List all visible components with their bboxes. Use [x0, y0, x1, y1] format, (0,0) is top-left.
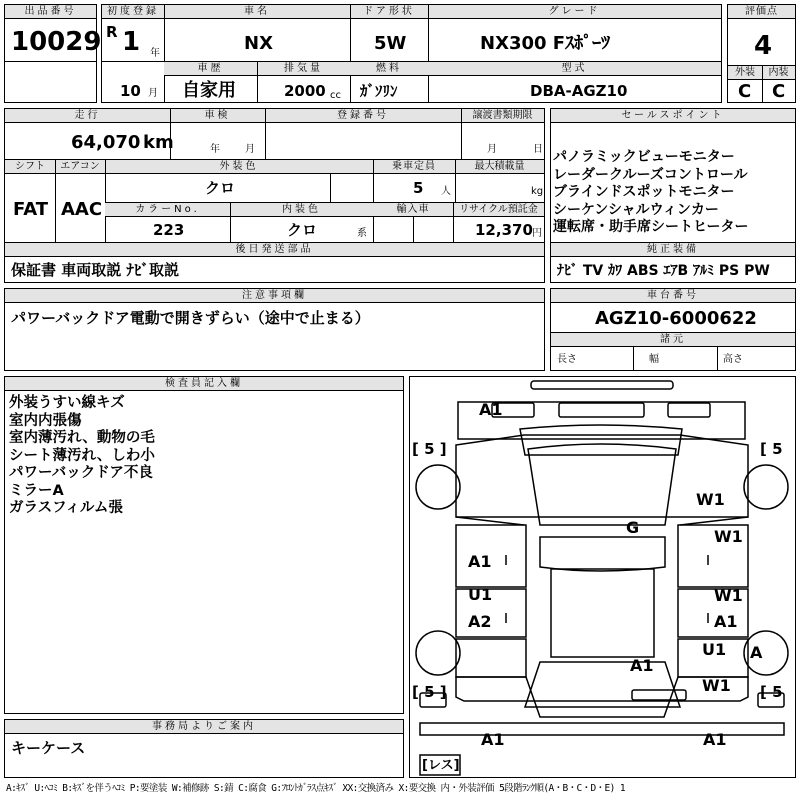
chassis-label: 車台番号 — [551, 289, 795, 303]
inspector-item: パワーバックドア不良 — [9, 465, 153, 481]
int-color-label: 内装色 — [230, 203, 373, 217]
capacity: 5 — [413, 179, 424, 197]
inspector-item: ガラスフィルム張 — [9, 500, 123, 516]
displacement-label: 排気量 — [257, 62, 350, 76]
fuel-label: 燃料 — [350, 62, 428, 76]
year-value: 1 — [122, 27, 141, 57]
tire-value: 5 — [772, 683, 783, 701]
door-label: ドア形状 — [350, 5, 428, 19]
specs-label: 諸元 — [551, 333, 795, 347]
sales-item: 運転席・助手席シートヒーター — [553, 219, 749, 235]
lot-box — [4, 4, 102, 62]
equipment-label: 純正装備 — [551, 243, 795, 257]
shift: FAT — [13, 199, 49, 220]
displacement-unit: cc — [330, 90, 341, 101]
history-label: 車歴 — [164, 62, 257, 76]
score-label: 評価点 — [728, 5, 795, 19]
first-reg-label: 初度登録 — [102, 5, 164, 19]
exterior-grade: C — [738, 81, 752, 102]
aircon: AAC — [61, 199, 103, 220]
mark-right-a1: A1 — [714, 612, 738, 631]
notes-box — [4, 288, 545, 371]
sales-item: シーケンシャルウィンカー — [553, 201, 719, 218]
color-no-label: カラーNo. — [105, 203, 230, 217]
sales-item: パノラミックビューモニター — [553, 149, 735, 165]
import-label: 輸入車 — [373, 203, 453, 217]
legend: A:ｷｽﾞ U:ﾍｺﾐ B:ｷｽﾞを伴うﾍｺﾐ P:要塗装 W:補修跡 S:錆 C:腐食 G:ﾌﾛﾝﾄｶﾞﾗｽ点ｷｽﾞ XX:交換済み X:要交換 内・外装評価 5段階ﾗﾝｸ順(A・B・C・D・E) 1 — [6, 783, 626, 794]
office-text: キーケース — [11, 739, 86, 757]
mark-bottom-right: A1 — [703, 730, 727, 749]
mileage-label: 走行 — [5, 109, 170, 123]
recycle-unit: 円 — [532, 228, 542, 239]
year-unit: 年 — [150, 48, 160, 59]
transfer-label: 譲渡書類期限 — [461, 109, 544, 123]
later-parts-label: 後日発送部品 — [5, 243, 544, 257]
capacity-unit: 人 — [441, 186, 451, 197]
lot-number: 10029 — [11, 27, 102, 57]
month-unit: 月 — [148, 88, 158, 99]
interior-grade: C — [772, 81, 786, 102]
plate-label: 登録番号 — [265, 109, 461, 123]
inspector-item: 室内薄汚れ、動物の毛 — [9, 430, 155, 446]
score-box — [727, 4, 796, 103]
inspection-month-unit: 月 — [245, 144, 255, 155]
tire-front-left: [ 5 ] — [412, 440, 447, 458]
info-block — [4, 108, 545, 283]
exterior-label: 外装 — [728, 66, 762, 80]
transfer-month-unit: 月 — [487, 144, 497, 155]
spare-tire: [レス] — [422, 758, 460, 773]
mileage-unit: km — [143, 132, 174, 153]
office-box — [4, 719, 404, 778]
equipment-item: ｴｱB — [663, 263, 689, 279]
ext-color: クロ — [205, 179, 236, 197]
length-label: 長さ — [557, 354, 577, 365]
sales-list — [553, 149, 748, 237]
sales-item: ブラインドスポットモニター — [553, 184, 735, 200]
shift-label: シフト — [5, 160, 55, 174]
mark-bottom-left: A1 — [481, 730, 505, 749]
inspector-item: 室内内張傷 — [9, 412, 82, 429]
inspector-list — [9, 395, 155, 518]
car-outline — [410, 377, 795, 777]
inspector-label: 検査員記入欄 — [5, 377, 403, 391]
aircon-label: エアコン — [55, 160, 105, 174]
mark-right-door1: W1 — [714, 527, 743, 546]
header-main — [101, 4, 722, 103]
inspector-item: シート薄汚れ、しわ小 — [9, 447, 155, 464]
equipment-list — [557, 264, 770, 278]
mark-right-upper: W1 — [696, 490, 725, 509]
notes-label: 注意事項欄 — [5, 289, 544, 303]
sales-box — [550, 108, 796, 283]
mark-front-top: A1 — [479, 400, 503, 419]
capacity-label: 乗車定員 — [373, 160, 455, 174]
later-parts: 保証書 車両取説 ﾅﾋﾞ取説 — [11, 261, 179, 279]
inspector-item: ミラーA — [9, 482, 64, 499]
equipment-item: ｶﾜ — [608, 263, 623, 279]
tire-rear-right: [ 5 — [760, 683, 783, 701]
transfer-day-unit: 日 — [533, 144, 543, 155]
recycle-label: リサイクル預託金 — [453, 203, 544, 217]
month-value: 10 — [120, 82, 141, 100]
interior-label: 内装 — [762, 66, 795, 80]
sales-item: レーダークルーズコントロール — [553, 166, 748, 183]
ext-color-label: 外装色 — [105, 160, 373, 174]
history: 自家用 — [182, 80, 236, 101]
tire-value: 5 — [424, 440, 435, 458]
chassis-box — [550, 288, 796, 371]
lot-label: 出品番号 — [5, 5, 96, 19]
inspection-label: 車検 — [170, 109, 265, 123]
equipment-item: PW — [744, 263, 770, 279]
int-color-unit: 系 — [357, 228, 367, 239]
lot-blank — [4, 61, 97, 103]
grade: NX300 Fｽﾎﾟｰﾂ — [480, 33, 611, 54]
inspector-box — [4, 376, 404, 714]
mark-rear-center: A1 — [630, 656, 654, 675]
mark-right-circle: A — [750, 643, 763, 662]
tire-front-right: [ 5 — [760, 440, 783, 458]
fuel: ｶﾞｿﾘﾝ — [360, 82, 398, 100]
equipment-item: ｱﾙﾐ — [693, 263, 715, 279]
tire-rear-left: [ 5 ] — [412, 683, 447, 701]
score: 4 — [754, 31, 773, 61]
width-label: 幅 — [649, 354, 659, 365]
model-code-label: 型式 — [428, 62, 721, 76]
grade-label: グレード — [428, 5, 721, 19]
color-no: 223 — [153, 221, 185, 239]
door: 5W — [374, 33, 407, 54]
notes-text: パワーバックドア電動で開きずらい（途中で止まる） — [11, 309, 370, 327]
car-name-label: 車名 — [164, 5, 350, 19]
recycle: 12,370 — [475, 221, 533, 239]
displacement: 2000 — [284, 82, 326, 100]
mark-right-lower: W1 — [702, 676, 731, 695]
mark-left-u1: U1 — [468, 585, 493, 604]
equipment-item: ABS — [627, 263, 659, 279]
equipment-item: PS — [718, 263, 740, 279]
mark-left-a1: A1 — [468, 552, 492, 571]
spare-value: レス — [427, 758, 454, 773]
int-color: クロ — [287, 221, 318, 239]
inspector-item: 外装うすい線キズ — [9, 395, 125, 411]
car-diagram — [409, 376, 796, 778]
era: R — [106, 23, 118, 41]
max-load-unit: kg — [531, 186, 544, 197]
tire-value: 5 — [772, 440, 783, 458]
mark-right-door2: W1 — [714, 586, 743, 605]
sales-label: セールスポイント — [551, 109, 795, 123]
tire-value: 5 — [424, 683, 435, 701]
mark-left-a2: A2 — [468, 612, 492, 631]
office-label: 事務局よりご案内 — [5, 720, 403, 734]
max-load-label: 最大積載量 — [455, 160, 544, 174]
mileage: 64,070 — [71, 132, 141, 153]
inspection-year-unit: 年 — [210, 144, 220, 155]
model-code: DBA-AGZ10 — [530, 82, 628, 100]
car-name: NX — [244, 33, 273, 54]
chassis-number: AGZ10-6000622 — [595, 308, 757, 329]
height-label: 高さ — [723, 354, 743, 365]
mark-roof: G — [626, 518, 640, 537]
equipment-item: TV — [582, 263, 604, 279]
mark-right-u1: U1 — [702, 640, 727, 659]
equipment-item: ﾅﾋﾞ — [557, 263, 578, 279]
